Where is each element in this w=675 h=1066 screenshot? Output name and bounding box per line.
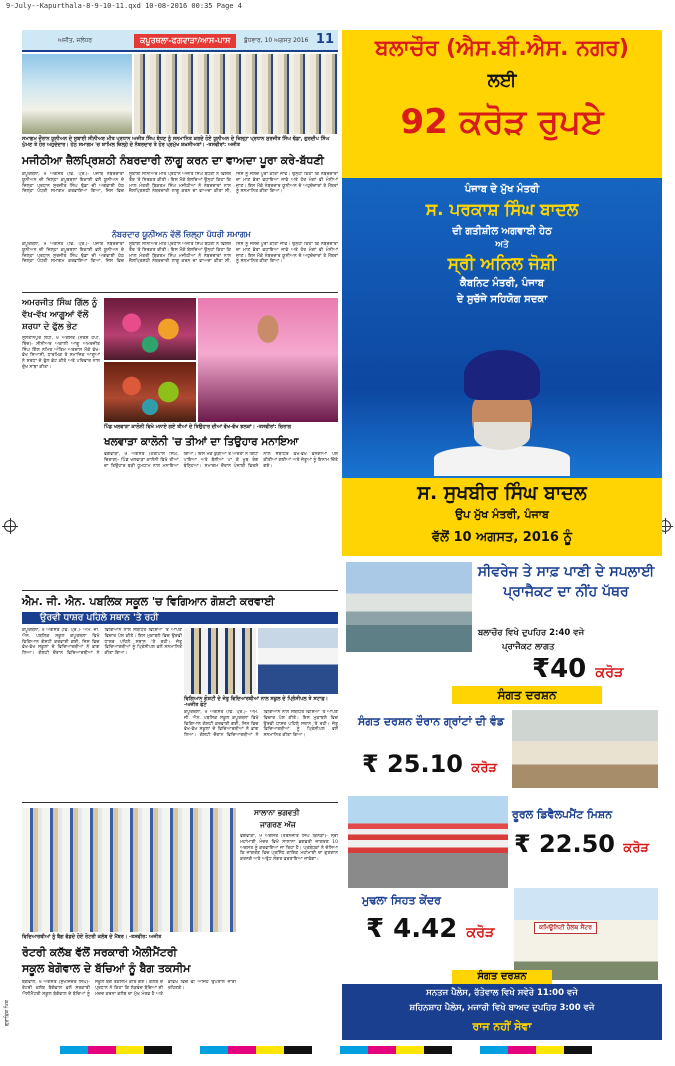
headline-teeyan: ਖਲਵਾੜਾ ਕਾਲੋਨੀ 'ਚ ਤੀਆਂ ਦਾ ਤਿਉਹਾਰ ਮਨਾਇਆ — [104, 436, 299, 448]
divider — [22, 292, 338, 293]
headline-majithia: ਮਜੀਠੀਆ ਜ਼ੈਲਪ੍ਰਿਸ਼ਠੀ ਨੰਬਰਦਾਰੀ ਲਾਗੂ ਕਰਨ ਦਾ ਵਾਅਦਾ ਪੂਰਾ ਕਰੇ-ਬੱਧਣੀ — [22, 154, 324, 167]
footer-header: ਸੰਗਤ ਦਰਸ਼ਨ — [452, 970, 552, 984]
headline-seminar: ਐਮ. ਜੀ. ਐਨ. ਪਬਲਿਕ ਸਕੂਲ 'ਚ ਵਿਗਿਆਨ ਗੋਸ਼ਟੀ ਕਰਵਾਈ — [22, 595, 275, 608]
project-cost — [532, 654, 623, 684]
footer-venue-1: ਸਨਤਜ ਪੈਲੇਸ, ਰੱਤੇਵਾਲ ਵਿਖੇ ਸਵੇਰੇ 11:00 ਵਜੇ — [426, 988, 578, 998]
divider — [22, 802, 338, 803]
article-majithia: ਕਪੂਰਥਲਾ, 9 ਅਗਸਤ (ਵਿ. ਪ੍ਰ.)- ਪੰਜਾਬ ਨੰਬਰਦਾਰਾ ਯੂਨੀਅਨ ਦੀ ਜ਼ਿਲ੍ਹਾ ਕਪੂਰਥਲਾ ਇਕਾਈ ਵਲੋਂ ਯੂਨੀਅਨ ਦੇ ਜ਼ਿਲ੍ਹਾ ਪ੍ਰਧਾਨ ਸੁਰਜੀਤ ਸਿੰਘ ਢੱਡਾ ਦੀ ਅਗਵਾਈ ਹੇਠ ਜ਼ਿਲ੍ਹਾ ਪੱਧਰੀ ਸਮਾਗਮ ਕਰਵਾਇਆ ਗਿਆ, ਜਿਸ ਵਿਚ ਸੂਬਾਈ ਸੀਨੀਅਰ ਮੀਤ ਪ੍ਰਧਾਨ ਅਜੀਤ ਸਿੰਘ ਬੱਧਣੀ ਨੇ ਵਿਸ਼ੇਸ਼ ਤੌਰ 'ਤੇ ਸ਼ਿਰਕਤ ਕੀਤੀ। ਇਸ ਮੌਕੇ ਬੋਲਦਿਆਂ ਉਨ੍ਹਾਂ ਕਿਹਾ ਕਿ ਮਾਲ ਮੰਤਰੀ ਬਿਕਰਮ ਸਿੰਘ ਮਜੀਠੀਆ ਨੇ ਨੰਬਰਦਾਰਾਂ ਨਾਲ ਜ਼ੈਲਪ੍ਰਿਸ਼ਠੀ ਨੰਬਰਦਾਰੀ ਲਾਗੂ ਕਰਨ ਦਾ ਵਾਅਦਾ ਕੀਤਾ ਸੀ, ਜਿਸ ਨੂੰ ਜਲਦ ਪੂਰਾ ਕੀਤਾ ਜਾਵੇ। ਉਨ੍ਹਾਂ ਕਿਹਾ ਕਿ ਨੰਬਰਦਾਰਾਂ ਦਾ ਮਾਣ ਭੱਤਾ ਵਧਾਇਆ ਜਾਵੇ ਅਤੇ ਹੋਰ ਮੰਗਾਂ ਵੀ ਮੰਨੀਆਂ ਜਾਣ। ਇਸ ਮੌਕੇ ਨੰਬਰਦਾਰ ਯੂਨੀਅਨ ਦੇ ਅਹੁਦੇਦਾਰਾਂ ਤੇ ਮੈਂਬਰਾਂ ਨੂੰ ਸਨਮਾਨਿਤ ਕੀਤਾ ਗਿਆ। — [22, 172, 338, 195]
crore-label: ਕਰੋੜ — [595, 665, 624, 681]
cooperation-text: ਦੇ ਸੁਚੱਜੇ ਸਹਿਯੋਗ ਸਦਕਾ — [456, 294, 548, 305]
deputy-name: ਸ. ਸੁਖਬੀਰ ਸਿੰਘ ਬਾਦਲ — [417, 482, 587, 504]
folio-publication: ਕਪੂਰਥਲਾ-ਫਗਵਾੜਾ/ਆਸ-ਪਾਸ — [134, 34, 236, 48]
rural-label: ਰੂਰਲ ਡਿਵੈਲਪਮੈਂਟ ਮਿਸ਼ਨ — [512, 808, 613, 821]
article-gill: ਸੁਲਤਾਨਪੁਰ ਲੋਧੀ, 9 ਅਗਸਤ (ਨਰੇਸ਼ ਹੈਪੀ, ਥਿੰਦ)- ਸੀਨੀਅਰ ਅਕਾਲੀ ਆਗੂ ਅਮਰਜੀਤ ਸਿੰਘ ਗਿੱਲ ਨਮਿਤ ਅੰਤਿਮ ਅਰਦਾਸ ਮੌਕੇ ਵੱਖ-ਵੱਖ ਸਿਆਸੀ, ਧਾਰਮਿਕ ਤੇ ਸਮਾਜਿਕ ਆਗੂਆਂ ਨੇ ਸ਼ਰਧਾ ਦੇ ਫੁੱਲ ਭੇਟ ਕੀਤੇ ਅਤੇ ਪਰਿਵਾਰ ਨਾਲ ਦੁੱਖ ਸਾਂਝਾ ਕੀਤਾ। — [22, 336, 100, 370]
deputy-cm-portrait — [422, 348, 582, 476]
article-majithia-cont: ਕਪੂਰਥਲਾ, 9 ਅਗਸਤ (ਵਿ. ਪ੍ਰ.)- ਪੰਜਾਬ ਨੰਬਰਦਾਰਾ ਯੂਨੀਅਨ ਦੀ ਜ਼ਿਲ੍ਹਾ ਕਪੂਰਥਲਾ ਇਕਾਈ ਵਲੋਂ ਯੂਨੀਅਨ ਦੇ ਜ਼ਿਲ੍ਹਾ ਪ੍ਰਧਾਨ ਸੁਰਜੀਤ ਸਿੰਘ ਢੱਡਾ ਦੀ ਅਗਵਾਈ ਹੇਠ ਜ਼ਿਲ੍ਹਾ ਪੱਧਰੀ ਸਮਾਗਮ ਕਰਵਾਇਆ ਗਿਆ, ਜਿਸ ਵਿਚ ਸੂਬਾਈ ਸੀਨੀਅਰ ਮੀਤ ਪ੍ਰਧਾਨ ਅਜੀਤ ਸਿੰਘ ਬੱਧਣੀ ਨੇ ਵਿਸ਼ੇਸ਼ ਤੌਰ 'ਤੇ ਸ਼ਿਰਕਤ ਕੀਤੀ। ਇਸ ਮੌਕੇ ਬੋਲਦਿਆਂ ਉਨ੍ਹਾਂ ਕਿਹਾ ਕਿ ਮਾਲ ਮੰਤਰੀ ਬਿਕਰਮ ਸਿੰਘ ਮਜੀਠੀਆ ਨੇ ਨੰਬਰਦਾਰਾਂ ਨਾਲ ਜ਼ੈਲਪ੍ਰਿਸ਼ਠੀ ਨੰਬਰਦਾਰੀ ਲਾਗੂ ਕਰਨ ਦਾ ਵਾਅਦਾ ਕੀਤਾ ਸੀ, ਜਿਸ ਨੂੰ ਜਲਦ ਪੂਰਾ ਕੀਤਾ ਜਾਵੇ। ਉਨ੍ਹਾਂ ਕਿਹਾ ਕਿ ਨੰਬਰਦਾਰਾਂ ਦਾ ਮਾਣ ਭੱਤਾ ਵਧਾਇਆ ਜਾਵੇ ਅਤੇ ਹੋਰ ਮੰਗਾਂ ਵੀ ਮੰਨੀਆਂ ਜਾਣ। ਇਸ ਮੌਕੇ ਨੰਬਰਦਾਰ ਯੂਨੀਅਨ ਦੇ ਅਹੁਦੇਦਾਰਾਂ ਤੇ ਮੈਂਬਰਾਂ ਨੂੰ ਸਨਮਾਨਿਤ ਕੀਤਾ ਗਿਆ। — [22, 242, 338, 265]
headline-gill-3: ਸ਼ਰਧਾ ਦੇ ਫੁੱਲ ਭੇਟ — [22, 322, 78, 332]
crore-label: ਕਰੋੜ — [466, 925, 495, 941]
news-page — [22, 30, 338, 1040]
cm-line1: ਪੰਜਾਬ ਦੇ ਮੁੱਖ ਮੰਤਰੀ — [464, 184, 540, 195]
photo-rural-building — [348, 796, 508, 888]
project-cost-label: ਪ੍ਰਾਜੈਕਟ ਲਾਗਤ — [502, 642, 555, 652]
file-slug: 9-July--Kapurthala-8-9-10-11.qxd 10-08-2016 00:35 Page 4 — [6, 2, 243, 10]
cm-name: ਸ. ਪਰਕਾਸ਼ ਸਿੰਘ ਬਾਦਲ — [425, 200, 579, 220]
article-seminar: ਕਪੂਰਥਲਾ, 9 ਅਗਸਤ (ਵਿ. ਪ੍ਰ.)- ਐਮ. ਜੀ. ਐਨ. ਪਬਲਿਕ ਸਕੂਲ ਕਪੂਰਥਲਾ ਵਿਖੇ ਵਿਗਿਆਨ ਗੋਸ਼ਟੀ ਕਰਵਾਈ ਗਈ, ਜਿਸ ਵਿਚ ਵੱਖ-ਵੱਖ ਸਕੂਲਾਂ ਦੇ ਵਿਦਿਆਰਥੀਆਂ ਨੇ ਭਾਗ ਲਿਆ। ਗੋਸ਼ਟੀ ਦੌਰਾਨ ਵਿਦਿਆਰਥੀਆਂ ਨੇ ਵਿਗਿਆਨ ਨਾਲ ਸਬੰਧਿਤ ਵਿਸ਼ਿਆਂ 'ਤੇ ਆਪਣੇ ਵਿਚਾਰ ਪੇਸ਼ ਕੀਤੇ। ਇਸ ਮੁਕਾਬਲੇ ਵਿਚ ਉਰਵੀ ਧਾਸ਼ਰ ਪਹਿਲੇ ਸਥਾਨ 'ਤੇ ਰਹੀ। ਜੇਤੂ ਵਿਦਿਆਰਥੀਆਂ ਨੂੰ ਪ੍ਰਿੰਸੀਪਲ ਵਲੋਂ ਸਨਮਾਨਿਤ ਕੀਤਾ ਗਿਆ। — [22, 628, 182, 657]
article-seminar-cont: ਕਪੂਰਥਲਾ, 9 ਅਗਸਤ (ਵਿ. ਪ੍ਰ.)- ਐਮ. ਜੀ. ਐਨ. ਪਬਲਿਕ ਸਕੂਲ ਕਪੂਰਥਲਾ ਵਿਖੇ ਵਿਗਿਆਨ ਗੋਸ਼ਟੀ ਕਰਵਾਈ ਗਈ, ਜਿਸ ਵਿਚ ਵੱਖ-ਵੱਖ ਸਕੂਲਾਂ ਦੇ ਵਿਦਿਆਰਥੀਆਂ ਨੇ ਭਾਗ ਲਿਆ। ਗੋਸ਼ਟੀ ਦੌਰਾਨ ਵਿਦਿਆਰਥੀਆਂ ਨੇ ਵਿਗਿਆਨ ਨਾਲ ਸਬੰਧਿਤ ਵਿਸ਼ਿਆਂ 'ਤੇ ਆਪਣੇ ਵਿਚਾਰ ਪੇਸ਼ ਕੀਤੇ। ਇਸ ਮੁਕਾਬਲੇ ਵਿਚ ਉਰਵੀ ਧਾਸ਼ਰ ਪਹਿਲੇ ਸਥਾਨ 'ਤੇ ਰਹੀ। ਜੇਤੂ ਵਿਦਿਆਰਥੀਆਂ ਨੂੰ ਪ੍ਰਿੰਸੀਪਲ ਵਲੋਂ ਸਨਮਾਨਿਤ ਕੀਤਾ ਗਿਆ। — [184, 710, 338, 739]
and-text: ਅਤੇ — [495, 240, 509, 250]
ad-amount: 92 ਕਰੋੜ ਰੁਪਏ — [400, 102, 604, 142]
photo-water-plant — [346, 562, 472, 652]
project-title: ਸੀਵਰੇਜ ਤੇ ਸਾਫ਼ ਪਾਣੀ ਦੇ ਸਪਲਾਈ ਪ੍ਰਾਜੈਕਟ ਦਾ ਨੀਂਹ ਪੱਥਰ — [477, 564, 655, 600]
footer-venue-2: ਸ਼ਹਿਨਸ਼ਾਹ ਪੈਲੇਸ, ਮਜਾਰੀ ਵਿਖੇ ਬਾਅਦ ਦੁਪਹਿਰ 3:00 ਵਜੇ — [409, 1003, 595, 1013]
folio-date: ਬੁੱਧਵਾਰ, 10 ਅਗਸਤ 2016 — [244, 37, 309, 44]
project-panel — [342, 556, 662, 686]
headline-rotary-1: ਰੋਟਰੀ ਕਲੱਬ ਵੱਲੋਂ ਸਰਕਾਰੀ ਐਲੀਮੈਂਟਰੀ — [22, 946, 177, 959]
minister-role: ਕੈਬਨਿਟ ਮੰਤਰੀ, ਪੰਜਾਬ — [460, 278, 544, 289]
photo-felicitation — [22, 54, 132, 134]
photo-rotary — [22, 808, 236, 932]
sangat-header: ਸੰਗਤ ਦਰਸ਼ਨ — [452, 686, 602, 704]
photo-teeyan-1 — [104, 298, 196, 360]
cm-line2: ਦੀ ਗਤੀਸ਼ੀਲ ਅਗਵਾਈ ਹੇਠ — [452, 226, 552, 237]
page-number: 11 — [315, 32, 334, 47]
ad-header — [342, 30, 662, 178]
photo-seminar-1 — [184, 628, 256, 694]
deputy-date: ਵੱਲੋਂ 10 ਅਗਸਤ, 2016 ਨੂੰ — [432, 530, 572, 545]
grants-amount — [362, 750, 497, 778]
headline-rotary-2: ਸਕੂਲ ਬੇਗੋਵਾਲ ਦੇ ਬੱਚਿਆਂ ਨੂੰ ਬੈਗ ਤਕਸੀਮ — [22, 962, 191, 975]
photo-teeyan-3 — [198, 298, 338, 422]
headline-gill-2: ਵੱਖ-ਵੱਖ ਆਗੂਆਂ ਵੱਲੋਂ — [22, 310, 89, 320]
article-jagran: ਫਗਵਾੜਾ, 9 ਅਗਸਤ (ਤਰਨਜੀਤ ਸਿੰਘ ਕਿੰਨੜਾ)- ਸ੍ਰੀ ਮਹਾਂਮਾਈ ਮੰਦਰ ਵਿਖੇ ਸਾਲਾਨਾ ਭਗਵਤੀ ਜਾਗਰਣ 10 ਅਗਸਤ ਨੂੰ ਕਰਵਾਇਆ ਜਾ ਰਿਹਾ ਹੈ। ਪ੍ਰਬੰਧਕਾਂ ਨੇ ਦੱਸਿਆ ਕਿ ਜਾਗਰਣ ਵਿਚ ਪ੍ਰਸਿੱਧ ਗਾਇਕ ਮਹਾਂਮਾਈ ਦਾ ਗੁਣਗਾਨ ਕਰਨਗੇ ਅਤੇ ਅਤੁੱਟ ਲੰਗਰ ਵਰਤਾਇਆ ਜਾਵੇਗਾ। — [240, 834, 338, 863]
article-teeyan: ਫਗਵਾੜਾ, 9 ਅਗਸਤ (ਹਰੀਪਾਲ ਸਿੰਘ, ਚਿਰਾਗ)- ਪਿੰਡ ਖਲਵਾੜਾ ਕਾਲੋਨੀ ਵਿਖੇ ਤੀਆਂ ਦਾ ਤਿਉਹਾਰ ਬੜੀ ਧੂਮਧਾਮ ਨਾਲ ਮਨਾਇਆ ਗਿਆ। ਇਸ ਮੌਕੇ ਕੁੜੀਆਂ ਤੇ ਔਰਤਾਂ ਨੇ ਗਿੱਧਾ ਪਾਇਆ ਅਤੇ ਬੋਲੀਆਂ ਪਾ ਕੇ ਖੂਬ ਰੰਗ ਬੰਨ੍ਹਿਆ। ਸਮਾਗਮ ਦੌਰਾਨ ਪੰਜਾਬੀ ਵਿਰਸੇ ਨਾਲ ਸਬੰਧਿਤ ਵੱਖ-ਵੱਖ ਵੰਨਗੀਆਂ ਪੇਸ਼ ਕੀਤੀਆਂ ਗਈਆਂ ਅਤੇ ਜੇਤੂਆਂ ਨੂੰ ਇਨਾਮ ਦਿੱਤੇ ਗਏ। — [104, 452, 338, 469]
minister-name: ਸ੍ਰੀ ਅਨਿਲ ਜੋਸ਼ੀ — [447, 254, 557, 274]
registration-mark — [4, 520, 16, 532]
photo-caption: ਵਿਗਿਆਨ ਗੋਸ਼ਟੀ ਦੇ ਜੇਤੂ ਵਿਦਿਆਰਥੀਆਂ ਨਾਲ ਸਕੂਲ ਦੇ ਪ੍ਰਿੰਸੀਪਲ ਤੇ ਸਟਾਫ਼। -ਅਜੀਤ ਫੋਟੋ — [184, 696, 328, 708]
crore-label: ਕਰੋੜ — [471, 761, 498, 776]
footer-slogan: ਰਾਜ ਨਹੀਂ ਸੇਵਾ — [472, 1020, 532, 1033]
health-amount-value: ₹ 4.42 — [366, 914, 458, 944]
photo-teeyan-2 — [104, 362, 196, 422]
headline-jagran-1: ਸਾਲਾਨਾ ਭਗਵਤੀ — [254, 808, 300, 817]
photo-health-centre — [514, 888, 658, 980]
ad-for: ਲਈ — [487, 70, 517, 91]
rural-amount — [514, 830, 649, 858]
deputy-role: ਉਪ ਮੁੱਖ ਮੰਤਰੀ, ਪੰਜਾਬ — [455, 508, 549, 521]
print-color-bar — [60, 1046, 620, 1054]
ad-footer — [342, 971, 662, 1040]
photo-caption: ਪਿੰਡ ਖਲਵਾੜਾ ਕਾਲੋਨੀ ਵਿਖੇ ਮਨਾਏ ਗਏ ਤੀਆਂ ਦੇ ਤਿਉਹਾਰ ਦੀਆਂ ਵੱਖ-ਵੱਖ ਝਲਕਾਂ। -ਤਸਵੀਰਾਂ: ਚਿਰਾਗ — [104, 424, 292, 430]
project-cost-value: ₹40 — [532, 654, 587, 684]
article-rotary: ਬੇਗੋਵਾਲ, 9 ਅਗਸਤ (ਸੁਖਜਿੰਦਰ ਸਿੰਘ)- ਰੋਟਰੀ ਕਲੱਬ ਬੇਗੋਵਾਲ ਵਲੋਂ ਸਰਕਾਰੀ ਐਲੀਮੈਂਟਰੀ ਸਕੂਲ ਬੇਗੋਵਾਲ ਦੇ ਬੱਚਿਆਂ ਨੂੰ ਸਕੂਲ ਬੈਗ ਤਕਸੀਮ ਕੀਤੇ ਗਏ। ਕਲੱਬ ਦੇ ਪ੍ਰਧਾਨ ਨੇ ਕਿਹਾ ਕਿ ਲੋੜਵੰਦ ਬੱਚਿਆਂ ਦੀ ਮਦਦ ਕਰਨਾ ਕਲੱਬ ਦਾ ਮੁੱਖ ਮੰਤਵ ਹੈ ਅਤੇ ਭਵਿੱਖ ਵਿਚ ਵੀ ਅਜਿਹੇ ਉਪਰਾਲੇ ਜਾਰੀ ਰਹਿਣਗੇ। — [22, 980, 236, 997]
clinic-sign: ਕਮਿਊਨਿਟੀ ਹੈਲਥ ਸੈਂਟਰ — [534, 922, 597, 934]
folio-city: ਅਜੀਤ, ਜਲੰਧਰ — [58, 37, 93, 44]
rural-amount-value: ₹ 22.50 — [514, 830, 615, 858]
photo-audience — [134, 54, 338, 134]
ad-title: ਬਲਾਚੌਰ (ਐਸ.ਬੀ.ਐਸ. ਨਗਰ) — [375, 36, 629, 61]
government-advert — [342, 30, 662, 1040]
photo-sangat — [512, 710, 658, 788]
ad-deputy-band — [342, 478, 662, 556]
ad-leaders-panel — [342, 178, 662, 478]
subhead-numberdar: ਨੰਬਰਦਾਰ ਯੂਨੀਅਨ ਵੱਲੋਂ ਜ਼ਿਲ੍ਹਾ ਪੱਧਰੀ ਸਮਾਗਮ — [112, 230, 251, 239]
side-mark: ਗ੍ਰਾਫ਼ਿਕ ਪਿਕ — [4, 1000, 10, 1027]
photo-seminar-2 — [258, 628, 338, 694]
crore-label: ਕਰੋੜ — [623, 841, 650, 856]
page-folio — [22, 30, 338, 52]
headline-gill-1: ਅਮਰਜੀਤ ਸਿੰਘ ਗਿੱਲ ਨੂੰ — [22, 298, 98, 308]
health-label: ਮੁਢਲਾ ਸਿਹਤ ਕੇਂਦਰ — [362, 894, 441, 907]
photo-caption: ਸਮਾਗਮ ਦੌਰਾਨ ਯੂਨੀਅਨ ਦੇ ਸੂਬਾਈ ਸੀਨੀਅਰ ਮੀਤ ਪ੍ਰਧਾਨ ਅਜੀਤ ਸਿੰਘ ਬੱਧਣ ਨੂੰ ਸਨਮਾਨਿਤ ਕਰਦੇ ਹੋਏ ਯੂਨੀਅਨ ਦੇ ਜ਼ਿਲ੍ਹਾ ਪ੍ਰਧਾਨ ਸੁਰਜੀਤ ਸਿੰਘ ਢੱਡਾ, ਗੁਰਦੀਪ ਸਿੰਘ ਘੁੰਮਣ ਤੇ ਹੋਰ ਅਹੁਦੇਦਾਰ। ਹੇਠ ਸਮਾਗਮ 'ਚ ਸ਼ਾਮਿਲ ਜ਼ਿਲ੍ਹੇ ਦੇ ਨੰਬਰਦਾਰ ਤੇ ਹੋਰ ਪ੍ਰਮੁੱਖ ਸ਼ਖ਼ਸੀਅਤਾਂ। -ਤਸਵੀਰਾਂ: ਅਜੀਤ — [22, 136, 330, 148]
grants-label: ਸੰਗਤ ਦਰਸ਼ਨ ਦੌਰਾਨ ਗ੍ਰਾਂਟਾਂ ਦੀ ਵੰਡ — [358, 715, 504, 728]
divider — [22, 590, 338, 591]
grants-amount-value: ₹ 25.10 — [362, 750, 463, 778]
project-time: ਬਲਾਚੌਰ ਵਿਖੇ ਦੁਪਹਿਰ 2:40 ਵਜੇ — [478, 628, 585, 638]
photo-caption: ਵਿਦਿਆਰਥੀਆਂ ਨੂੰ ਬੈਗ ਵੰਡਦੇ ਹੋਏ ਰੋਟਰੀ ਕਲੱਬ ਦੇ ਮੈਂਬਰ। -ਤਸਵੀਰ: ਅਜੀਤ — [22, 934, 162, 940]
health-amount — [366, 914, 494, 944]
subhead-banner: ਉਰਵੀ ਧਾਸ਼ਰ ਪਹਿਲੇ ਸਥਾਨ 'ਤੇ ਰਹੀ — [22, 612, 338, 624]
headline-jagran-2: ਜਾਗਰਣ ਅੱਜ — [260, 820, 296, 829]
